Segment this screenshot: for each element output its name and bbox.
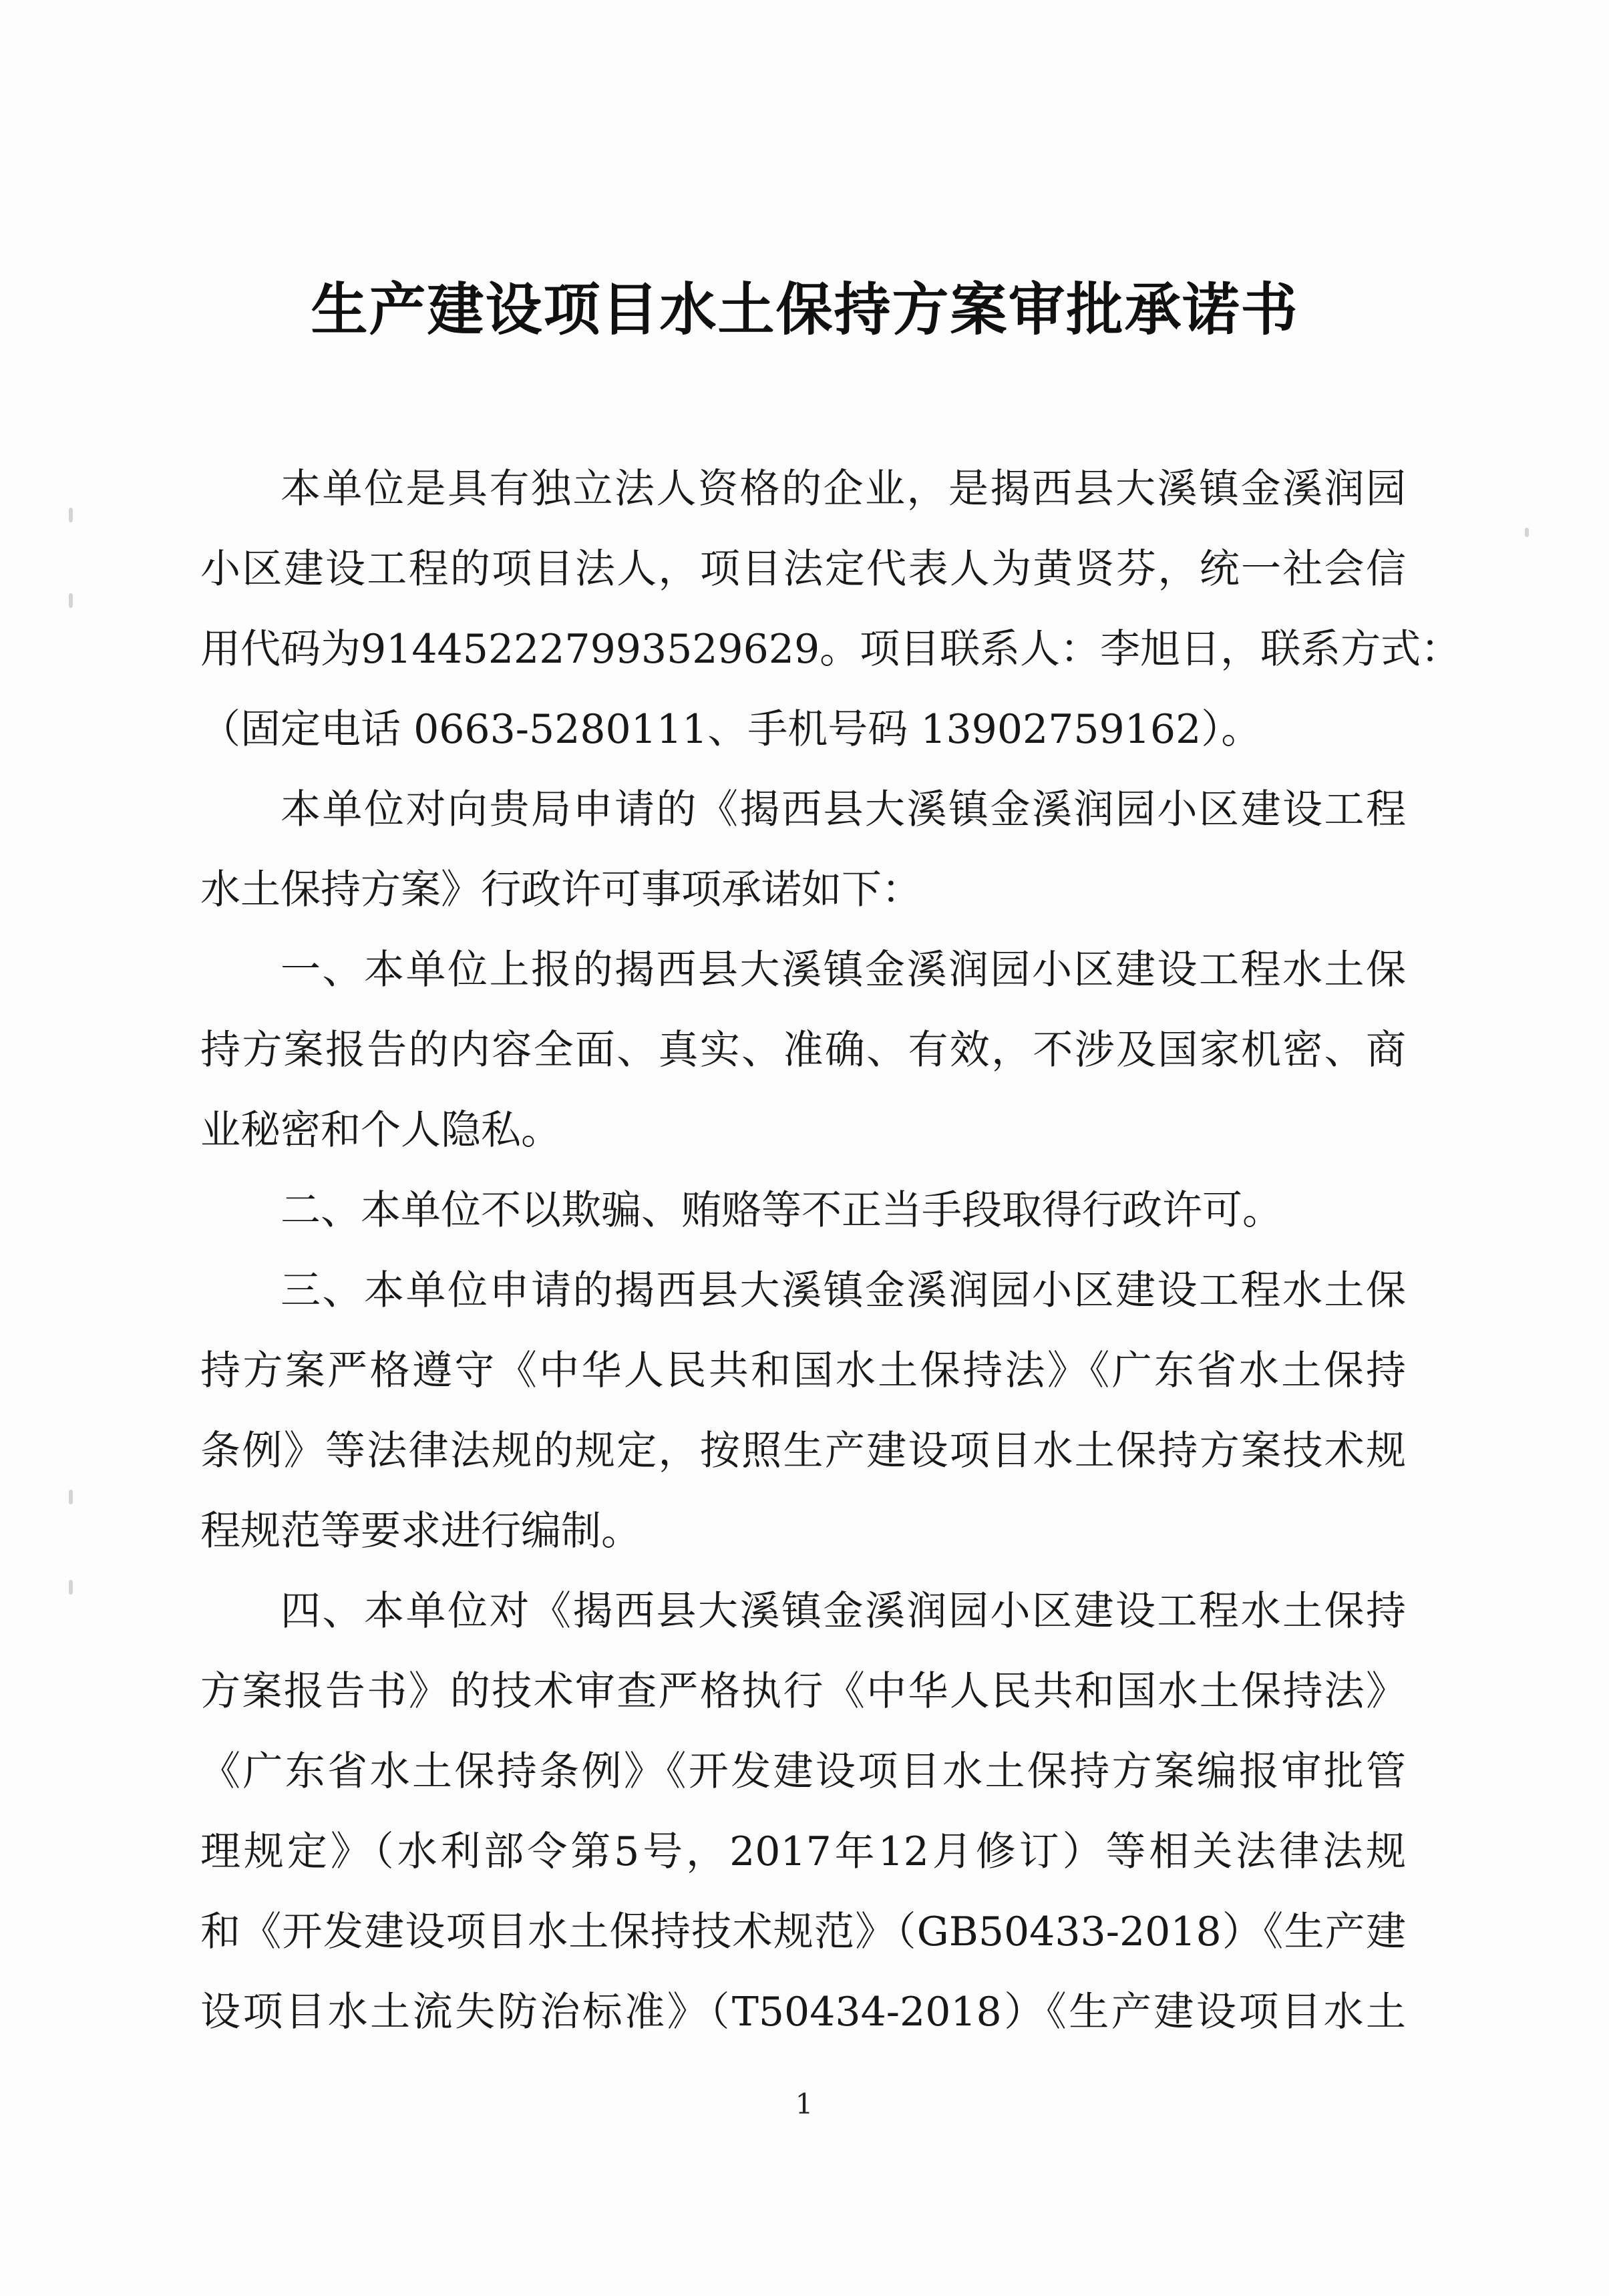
- scan-artifact: [69, 593, 73, 608]
- body-line: 方案报告书》的技术审查严格执行《中华人民共和国水土保持法》: [200, 1668, 1406, 1715]
- body-line: 持方案严格遵守《中华人民共和国水土保持法》《广东省水土保持: [200, 1347, 1406, 1394]
- body-line: 持方案报告的内容全面、真实、准确、有效，不涉及国家机密、商: [200, 1027, 1406, 1074]
- scan-artifact: [1525, 528, 1529, 537]
- scan-artifact: [69, 1580, 73, 1595]
- body-line: 四、本单位对《揭西县大溪镇金溪润园小区建设工程水土保持: [281, 1588, 1406, 1635]
- body-line: 本单位是具有独立法人资格的企业，是揭西县大溪镇金溪润园: [281, 466, 1406, 512]
- scan-artifact: [69, 1490, 73, 1504]
- body-line: 业秘密和个人隐私。: [200, 1107, 561, 1154]
- page-number: 1: [795, 2088, 814, 2120]
- document-title: 生产建设项目水土保持方案审批承诺书: [311, 277, 1299, 343]
- body-line: 二、本单位不以欺骗、贿赂等不正当手段取得行政许可。: [281, 1187, 1282, 1234]
- body-line: 水土保持方案》行政许可事项承诺如下：: [200, 866, 922, 913]
- body-line: 《广东省水土保持条例》《开发建设项目水土保持方案编报审批管: [200, 1748, 1406, 1795]
- body-line: 小区建设工程的项目法人，项目法定代表人为黄贤芬，统一社会信: [200, 546, 1406, 593]
- body-line: 和《开发建设项目水土保持技术规范》（GB50433-2018）《生产建: [200, 1909, 1406, 1955]
- body-line: 本单位对向贵局申请的《揭西县大溪镇金溪润园小区建设工程: [281, 786, 1406, 833]
- body-line: 三、本单位申请的揭西县大溪镇金溪润园小区建设工程水土保: [281, 1267, 1406, 1314]
- body-line: 设项目水土流失防治标准》（T50434-2018）《生产建设项目水土: [200, 1989, 1406, 2035]
- body-line: 一、本单位上报的揭西县大溪镇金溪润园小区建设工程水土保: [281, 947, 1406, 993]
- body-line: 理规定》（水利部令第5号，2017年12月修订）等相关法律法规: [200, 1828, 1406, 1875]
- body-line: 条例》等法律法规的规定，按照生产建设项目水土保持方案技术规: [200, 1428, 1406, 1474]
- body-line: 程规范等要求进行编制。: [200, 1508, 641, 1554]
- body-line: 用代码为914452227993529629。项目联系人：李旭日，联系方式：: [200, 626, 1461, 673]
- body-line: （固定电话 0663-5280111、手机号码 13902759162）。: [200, 706, 1262, 753]
- scan-artifact: [69, 508, 73, 522]
